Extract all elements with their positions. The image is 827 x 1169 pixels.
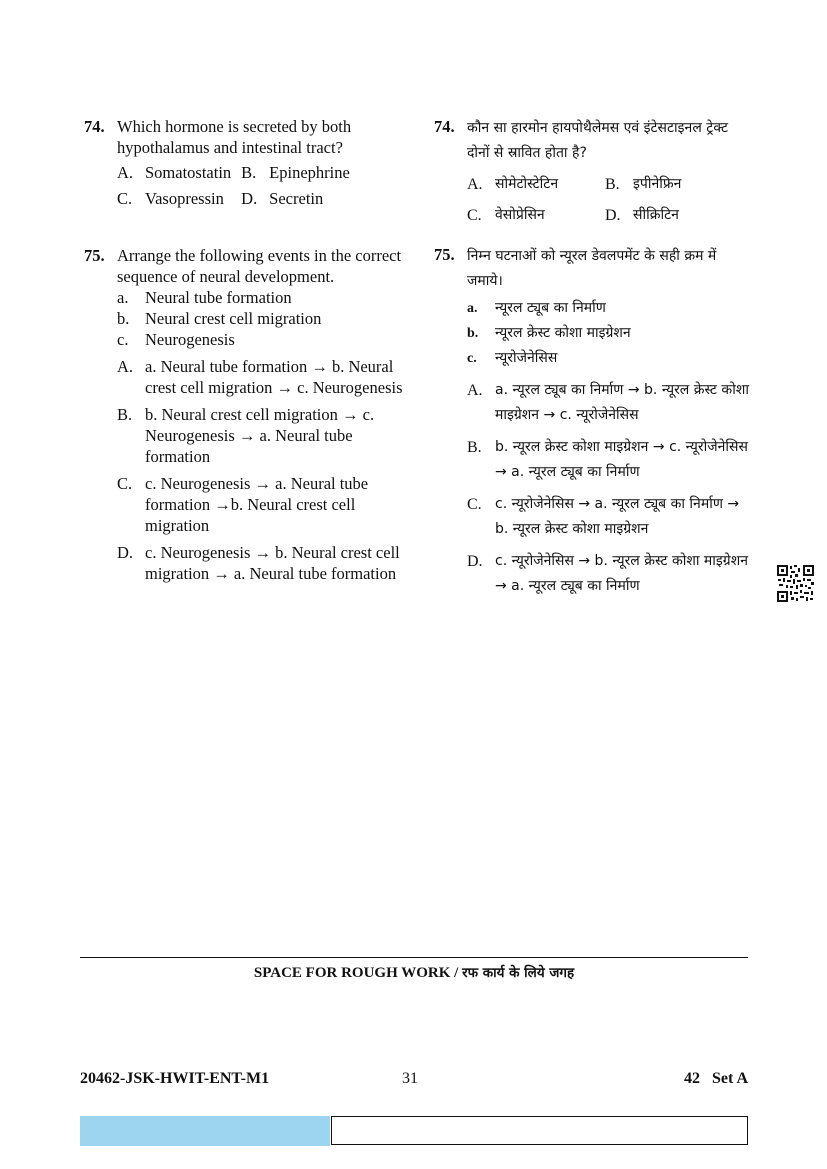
- question-74-en: [84, 116, 414, 209]
- question-stem: Which hormone is secreted by both hypothalamus and intestinal tract?: [117, 117, 352, 157]
- option-d: D. Secretin: [241, 189, 324, 208]
- option-a: A. सोमेटोस्टेटिन: [467, 176, 559, 193]
- option-d: D. c. न्यूरोजेनेसिस → b. न्यूरल क्रेस्ट कोशा माइग्रेशन → a. न्यूरल ट्यूब का निर्माण: [467, 553, 748, 594]
- option-a: A. a. Neural tube formation → b. Neural crest cell migration → c. Neurogenesis: [117, 357, 403, 397]
- question-number: 75.: [84, 246, 105, 265]
- question-stem: निम्न घटनाओं को न्यूरल डेवलपमेंट के सही क्रम में जमाये।: [467, 248, 717, 289]
- list-item: a. Neural tube formation: [117, 288, 292, 307]
- option-c: C. वेसोप्रेसिन: [467, 207, 545, 224]
- option-a: A. a. न्यूरल ट्यूब का निर्माण → b. न्यूरल क्रेस्ट कोशा माइग्रेशन → c. न्यूरोजेनेसिस: [467, 382, 749, 423]
- list-item: b. न्यूरल क्रेस्ट कोशा माइग्रेशन: [467, 325, 631, 341]
- option-c: C. Vasopressin: [117, 189, 224, 208]
- question-74-hi: [434, 116, 754, 228]
- list-item: a. न्यूरल ट्यूब का निर्माण: [467, 300, 606, 316]
- option-c: C. c. न्यूरोजेनेसिस → a. न्यूरल ट्यूब का निर्माण → b. न्यूरल क्रेस्ट कोशा माइग्रेशन: [467, 496, 740, 537]
- question-stem: Arrange the following events in the correct sequence of neural development.: [117, 246, 402, 286]
- option-b: B. b. Neural crest cell migration → c. Neurogenesis → a. Neural tube formation: [117, 405, 375, 466]
- blank-box: [331, 1116, 748, 1145]
- qr-code-icon: [777, 565, 814, 602]
- option-b: B. इपीनेफ्रिन: [605, 176, 682, 193]
- question-75-hi: [434, 244, 754, 599]
- option-c: C. c. Neurogenesis → a. Neural tube formation →b. Neural crest cell migration: [117, 474, 369, 535]
- list-item: c. Neurogenesis: [117, 330, 235, 349]
- option-b: B. Epinephrine: [241, 163, 350, 182]
- question-number: 74.: [434, 117, 455, 136]
- booklet-code: 20462-JSK-HWIT-ENT-M1: [80, 1070, 270, 1087]
- option-a: A. Somatostatin: [117, 163, 232, 182]
- divider: [80, 957, 748, 958]
- rough-work-heading: SPACE FOR ROUGH WORK / रफ कार्य के लिये जगह: [253, 965, 575, 981]
- option-d: D. c. Neurogenesis → b. Neural crest cell migration → a. Neural tube formation: [117, 543, 400, 583]
- list-item: c. न्यूरोजेनेसिस: [467, 350, 558, 366]
- english-column: [84, 116, 414, 584]
- question-number: 74.: [84, 117, 105, 136]
- option-b: B. b. न्यूरल क्रेस्ट कोशा माइग्रेशन → c. न्यूरोजेनेसिस → a. न्यूरल ट्यूब का निर्माण: [467, 439, 748, 480]
- question-75-en: [84, 245, 414, 584]
- question-number: 75.: [434, 245, 455, 264]
- color-bar: [80, 1116, 330, 1146]
- hindi-column: [434, 116, 754, 599]
- option-d: D. सीक्रिटिन: [605, 207, 679, 224]
- set-label: 42 Set A: [684, 1070, 748, 1087]
- list-item: b. Neural crest cell migration: [117, 309, 322, 328]
- page-number: 31: [402, 1070, 418, 1087]
- question-stem: कौन सा हारमोन हायपोथैलेमस एवं इंटेसटाइनल ट्रेक्ट दोनों से स्रावित होता है?: [467, 120, 729, 161]
